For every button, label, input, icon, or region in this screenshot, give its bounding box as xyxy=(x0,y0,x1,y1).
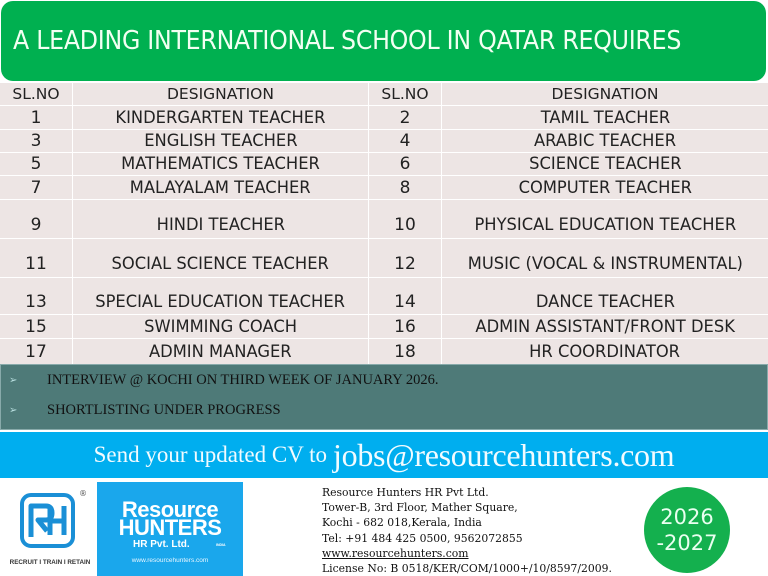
brand-name-suffix: INDIA xyxy=(216,543,226,547)
brand-name-line1: Resource xyxy=(121,497,219,522)
company-name: Resource Hunters HR Pvt Ltd. xyxy=(322,486,489,499)
designation-text: DANCE TEACHER xyxy=(535,292,675,312)
notice-panel xyxy=(0,364,768,430)
column-header-designation-left: DESIGNATION xyxy=(73,83,369,106)
table-cell-sl-no: 2 xyxy=(369,106,442,130)
telephone: Tel: +91 484 425 0500, 9562072855 xyxy=(322,531,523,545)
table-cell-designation xyxy=(442,339,768,364)
table-cell-sl-no: 12 xyxy=(369,239,442,278)
designation-text: MALAYALAM TEACHER xyxy=(130,177,311,198)
rh-monogram-icon xyxy=(20,493,75,548)
table-cell-designation xyxy=(442,106,768,130)
table-cell-sl-no: 15 xyxy=(0,315,73,339)
registered-mark-icon: ® xyxy=(79,489,87,498)
designation-text: SWIMMING COACH xyxy=(144,316,297,337)
designation-text: PHYSICAL EDUCATION TEACHER xyxy=(474,215,736,235)
table-cell-sl-no: 18 xyxy=(369,339,442,364)
license-number: License No: B 0518/KER/COM/1000+/10/8597/2009. xyxy=(322,562,612,576)
brand-name-line2: HUNTERS xyxy=(118,515,222,540)
table-cell-designation xyxy=(73,339,369,364)
address-line-2: Kochi - 682 018,Kerala, India xyxy=(322,516,482,530)
table-cell-designation xyxy=(73,239,369,278)
table-cell-sl-no: 16 xyxy=(369,315,442,339)
brand-name-line3: HR Pvt. Ltd. xyxy=(133,539,190,550)
designation-text: KINDERGARTEN TEACHER xyxy=(115,107,326,128)
year-badge xyxy=(644,487,730,573)
table-cell-sl-no: 9 xyxy=(0,200,73,239)
cta-lead-text: Send your updated CV to xyxy=(93,442,328,467)
notice-text: INTERVIEW @ KOCHI ON THIRD WEEK OF JANUARY 2026. xyxy=(47,371,439,388)
table-cell-sl-no: 14 xyxy=(369,278,442,315)
table-cell-designation xyxy=(73,200,369,239)
table-cell-sl-no: 11 xyxy=(0,239,73,278)
designation-text: SOCIAL SCIENCE TEACHER xyxy=(111,254,330,274)
year-badge-line1: 2026 xyxy=(660,505,714,529)
table-cell-sl-no: 3 xyxy=(0,130,73,153)
table-cell-designation xyxy=(73,278,369,315)
table-cell-designation xyxy=(73,315,369,339)
table-cell-designation xyxy=(73,130,369,153)
table-cell-sl-no: 13 xyxy=(0,278,73,315)
arrow-bullet-icon: ➢ xyxy=(9,404,18,416)
designation-text: MUSIC (VOCAL & INSTRUMENTAL) xyxy=(467,254,743,274)
designation-text: HINDI TEACHER xyxy=(156,215,285,235)
table-cell-designation xyxy=(73,106,369,130)
table-cell-designation xyxy=(442,130,768,153)
cta-bar xyxy=(0,432,768,478)
brand-tagline: RECRUIT I TRAIN I RETAIN xyxy=(9,559,91,566)
page-title: A LEADING INTERNATIONAL SCHOOL IN QATAR REQUIRES xyxy=(13,26,682,56)
designation-text: SCIENCE TEACHER xyxy=(528,154,682,174)
designation-text: ADMIN ASSISTANT/FRONT DESK xyxy=(475,316,735,337)
vacancy-table xyxy=(0,83,768,364)
designation-text: MATHEMATICS TEACHER xyxy=(121,154,320,174)
arrow-bullet-icon: ➢ xyxy=(9,374,18,386)
designation-text: ENGLISH TEACHER xyxy=(143,131,298,151)
table-cell-designation xyxy=(442,153,768,176)
column-header-sl-no-left: SL.NO xyxy=(0,83,73,106)
column-header-designation-right: DESIGNATION xyxy=(442,83,768,106)
vacancy-grid xyxy=(0,83,768,364)
table-cell-sl-no: 5 xyxy=(0,153,73,176)
brand-logo-box xyxy=(97,482,243,576)
website-link[interactable]: www.resourcehunters.com xyxy=(322,546,469,560)
designation-text: ADMIN MANAGER xyxy=(149,341,292,362)
table-cell-designation xyxy=(442,315,768,339)
table-cell-sl-no: 1 xyxy=(0,106,73,130)
notice-text: SHORTLISTING UNDER PROGRESS xyxy=(47,401,281,418)
designation-text: COMPUTER TEACHER xyxy=(518,177,692,198)
cta-email-link[interactable]: jobs@resourcehunters.com xyxy=(333,436,675,473)
table-cell-sl-no: 10 xyxy=(369,200,442,239)
designation-text: TAMIL TEACHER xyxy=(540,107,670,128)
designation-text: SPECIAL EDUCATION TEACHER xyxy=(95,292,346,312)
address-line-1: Tower-B, 3rd Floor, Mather Square, xyxy=(322,501,518,515)
table-cell-sl-no: 6 xyxy=(369,153,442,176)
contact-block xyxy=(322,485,622,576)
column-header-sl-no-right: SL.NO xyxy=(369,83,442,106)
table-cell-sl-no: 8 xyxy=(369,176,442,200)
brand-website[interactable]: www.resourcehunters.com xyxy=(131,557,209,564)
table-cell-designation xyxy=(442,176,768,200)
table-cell-designation xyxy=(442,239,768,278)
table-cell-designation xyxy=(442,200,768,239)
designation-text: ARABIC TEACHER xyxy=(533,131,677,151)
table-cell-sl-no: 4 xyxy=(369,130,442,153)
designation-text: HR COORDINATOR xyxy=(529,341,681,362)
table-cell-sl-no: 7 xyxy=(0,176,73,200)
table-cell-sl-no: 17 xyxy=(0,339,73,364)
table-cell-designation xyxy=(73,176,369,200)
table-cell-designation xyxy=(73,153,369,176)
title-banner xyxy=(1,1,766,81)
year-badge-line2: -2027 xyxy=(656,531,718,555)
table-cell-designation xyxy=(442,278,768,315)
